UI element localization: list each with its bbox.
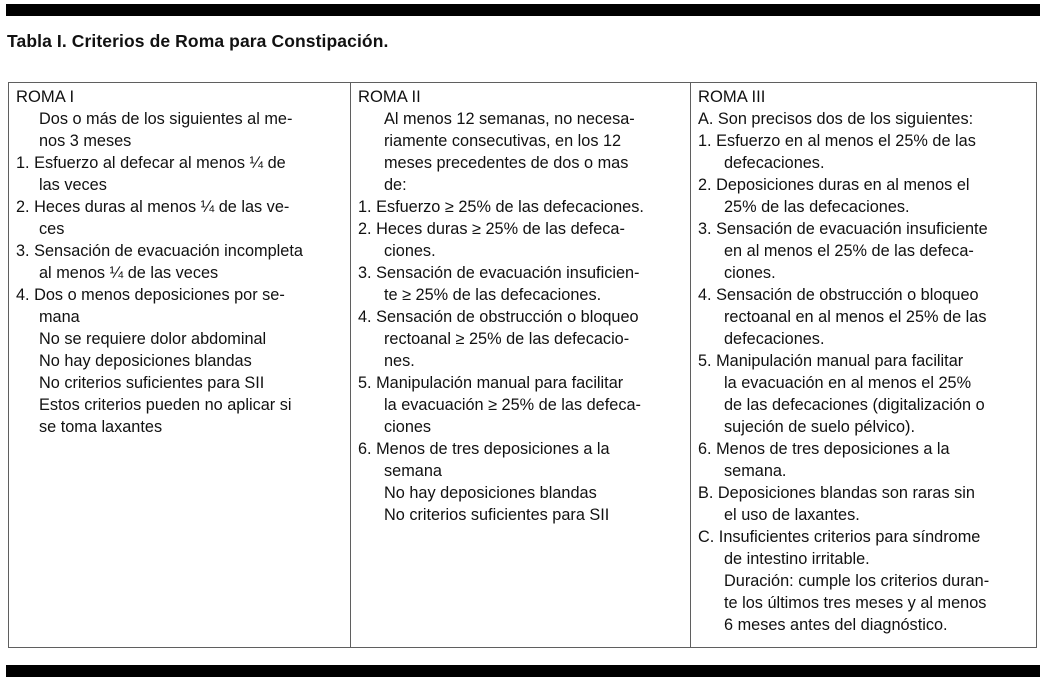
table-line: 2. Heces duras al menos ¼ de las ve- bbox=[16, 198, 290, 216]
roma-i-cell bbox=[9, 83, 350, 647]
table-line: 2. Heces duras ≥ 25% de las defeca- bbox=[358, 220, 625, 238]
table-line: ciones. bbox=[724, 264, 776, 282]
table-line: se toma laxantes bbox=[39, 418, 163, 436]
table-line: 5. Manipulación manual para facilitar bbox=[358, 374, 624, 392]
table-line: al menos ¼ de las veces bbox=[39, 264, 219, 282]
table-line: la evacuación en al menos el 25% bbox=[724, 374, 972, 392]
table-line: 3. Sensación de evacuación insuficien- bbox=[358, 264, 640, 282]
table-line: 6. Menos de tres deposiciones a la bbox=[358, 440, 610, 458]
table-line: las veces bbox=[39, 176, 107, 194]
table-line: 1. Esfuerzo al defecar al menos ¼ de bbox=[16, 154, 286, 172]
table-line: mana bbox=[39, 308, 80, 326]
table-line: Estos criterios pueden no aplicar si bbox=[39, 396, 292, 414]
table-line: Al menos 12 semanas, no necesa- bbox=[384, 110, 635, 128]
table-line: 6 meses antes del diagnóstico. bbox=[724, 616, 948, 634]
table-line: rectoanal en al menos el 25% de las bbox=[724, 308, 987, 326]
table-line: 6. Menos de tres deposiciones a la bbox=[698, 440, 950, 458]
table-title: Tabla I. Criterios de Roma para Constipación. bbox=[7, 31, 389, 51]
table-line: el uso de laxantes. bbox=[724, 506, 860, 524]
table-line: 1. Esfuerzo en al menos el 25% de las bbox=[698, 132, 976, 150]
table-line: A. Son precisos dos de los siguientes: bbox=[698, 110, 974, 128]
table-line: ces bbox=[39, 220, 65, 238]
table-line: defecaciones. bbox=[724, 154, 825, 172]
table-line: No se requiere dolor abdominal bbox=[39, 330, 267, 348]
table-line: Duración: cumple los criterios duran- bbox=[724, 572, 990, 590]
table-line: 3. Sensación de evacuación insuficiente bbox=[698, 220, 988, 238]
table-line: de: bbox=[384, 176, 407, 194]
roma-iii-lines bbox=[698, 108, 1030, 636]
bottom-rule bbox=[6, 665, 1040, 677]
roma-ii-header: ROMA II bbox=[358, 87, 421, 106]
table-line: 4. Sensación de obstrucción o bloqueo bbox=[698, 286, 979, 304]
table-line: la evacuación ≥ 25% de las defeca- bbox=[384, 396, 641, 414]
top-rule bbox=[6, 4, 1040, 16]
roma-i-lines bbox=[16, 108, 344, 438]
table-line: 4. Sensación de obstrucción o bloqueo bbox=[358, 308, 639, 326]
table-line: 4. Dos o menos deposiciones por se- bbox=[16, 286, 285, 304]
table-line: te los últimos tres meses y al menos bbox=[724, 594, 987, 612]
table-line: C. Insuficientes criterios para síndrome bbox=[698, 528, 981, 546]
table-line: meses precedentes de dos o mas bbox=[384, 154, 629, 172]
criteria-table bbox=[8, 82, 1037, 648]
table-line: de las defecaciones (digitalización o bbox=[724, 396, 985, 414]
table-line: 5. Manipulación manual para facilitar bbox=[698, 352, 964, 370]
table-line: semana. bbox=[724, 462, 787, 480]
table-line: ciones bbox=[384, 418, 432, 436]
table-line: No hay deposiciones blandas bbox=[384, 484, 597, 502]
table-line: ciones. bbox=[384, 242, 436, 260]
table-line: de intestino irritable. bbox=[724, 550, 870, 568]
table-line: Dos o más de los siguientes al me- bbox=[39, 110, 293, 128]
table-line: B. Deposiciones blandas son raras sin bbox=[698, 484, 975, 502]
roma-iii-cell bbox=[690, 83, 1036, 647]
table-line: nes. bbox=[384, 352, 415, 370]
table-line: rectoanal ≥ 25% de las defecacio- bbox=[384, 330, 630, 348]
table-line: sujeción de suelo pélvico). bbox=[724, 418, 915, 436]
table-line: te ≥ 25% de las defecaciones. bbox=[384, 286, 602, 304]
table-line: nos 3 meses bbox=[39, 132, 132, 150]
table-line: defecaciones. bbox=[724, 330, 825, 348]
table-line: en al menos el 25% de las defeca- bbox=[724, 242, 974, 260]
roma-ii-cell bbox=[350, 83, 690, 647]
table-line: 25% de las defecaciones. bbox=[724, 198, 910, 216]
table-line: No criterios suficientes para SII bbox=[39, 374, 265, 392]
table-line: 1. Esfuerzo ≥ 25% de las defecaciones. bbox=[358, 198, 644, 216]
table-line: No hay deposiciones blandas bbox=[39, 352, 252, 370]
roma-i-header: ROMA I bbox=[16, 87, 75, 106]
table-line: No criterios suficientes para SII bbox=[384, 506, 610, 524]
table-line: riamente consecutivas, en los 12 bbox=[384, 132, 622, 150]
table-line: 3. Sensación de evacuación incompleta bbox=[16, 242, 303, 260]
roma-iii-header: ROMA III bbox=[698, 87, 766, 106]
table-line: semana bbox=[384, 462, 442, 480]
roma-ii-lines bbox=[358, 108, 684, 526]
table-line: 2. Deposiciones duras en al menos el bbox=[698, 176, 970, 194]
